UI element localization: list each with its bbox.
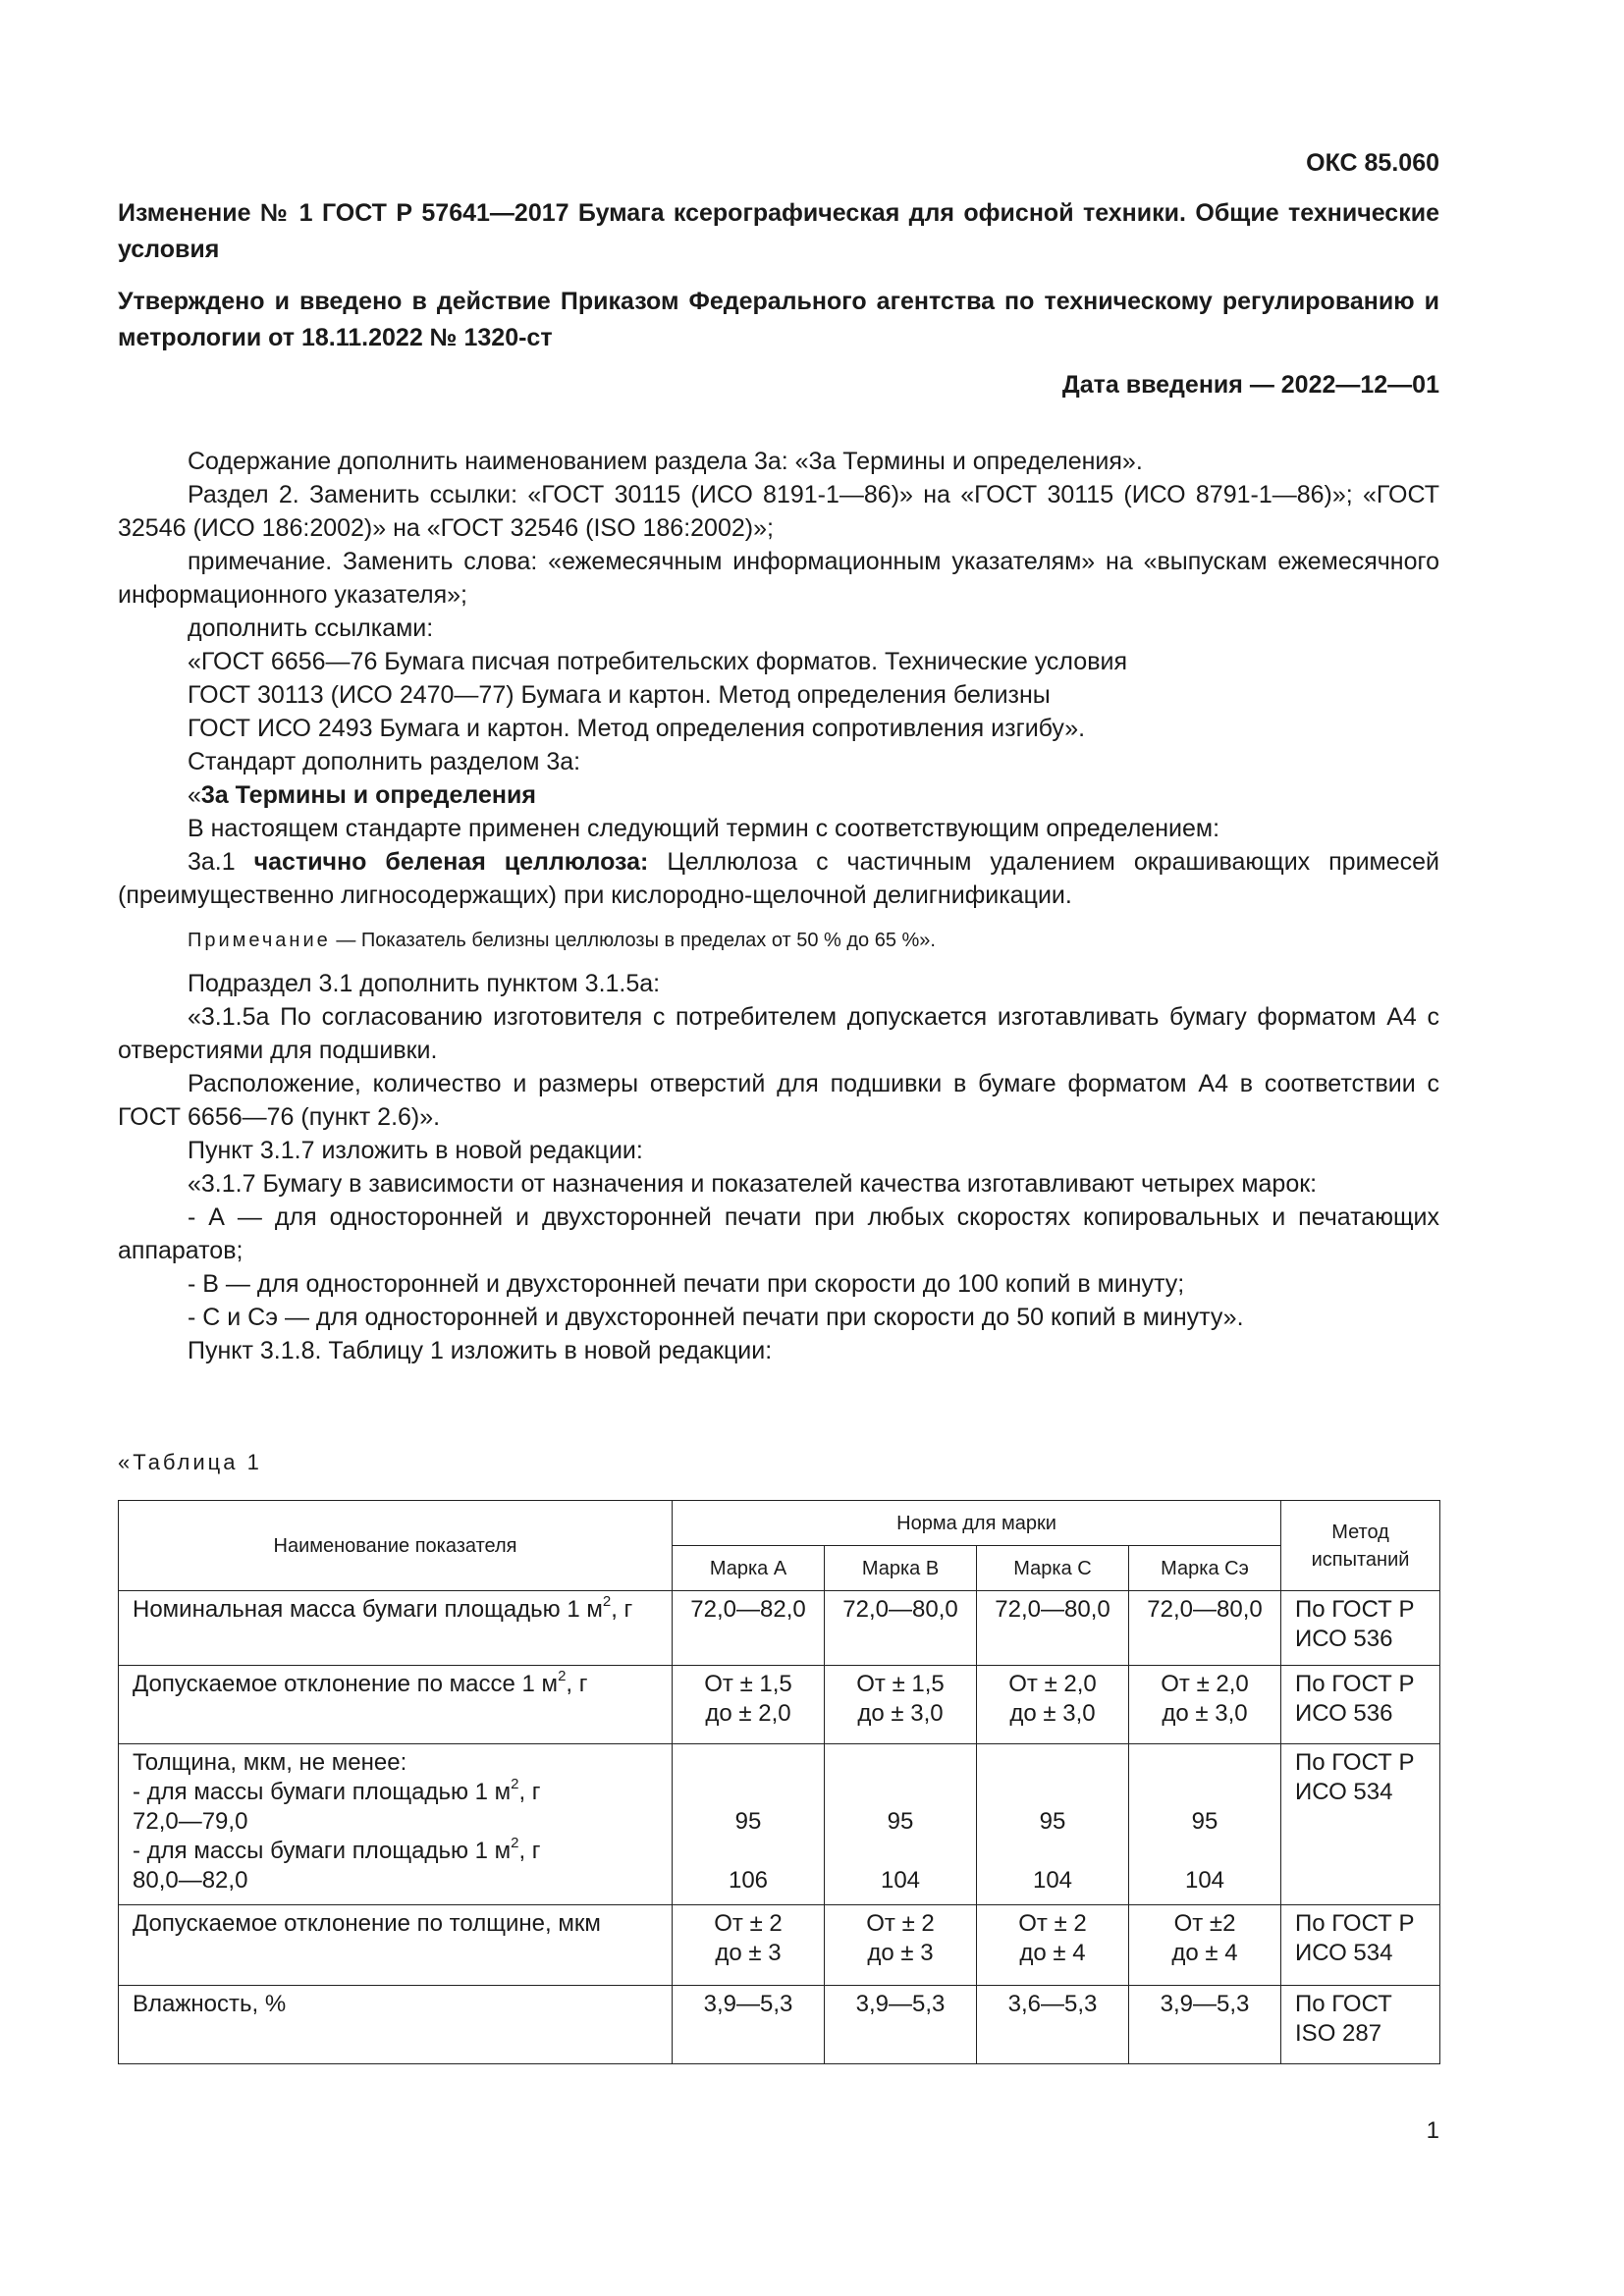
table-cell: 72,0—82,0 [673,1591,825,1666]
table-row [119,1905,1440,1986]
document-title: Изменение № 1 ГОСТ Р 57641—2017 Бумага ксерографическая для офисной техники. Общие технические условия [118,199,1439,263]
paragraph: Подраздел 3.1 дополнить пунктом 3.1.5а: [188,970,661,997]
paragraph: Раздел 2. Заменить ссылки: «ГОСТ 30115 (ИСО 8191-1—86)» на «ГОСТ 30115 (ИСО 8791-1—86)»; «ГОСТ 32546 (ИСО 186:2002)» на «ГОСТ 32546 (ISO 186:2002)»; [118,481,1439,542]
table-cell: 95 104 [825,1744,977,1905]
method-cell: По ГОСТ Р ИСО 536 [1281,1591,1440,1666]
table-1 [118,1500,1440,2064]
table-row [119,1591,1440,1666]
table-cell: От ± 1,5 до ± 3,0 [825,1666,977,1744]
document-body [118,445,1439,1367]
table-label: «Таблица 1 [118,1450,262,1474]
table-cell: От ± 2 до ± 3 [673,1905,825,1986]
table-cell: От ± 1,5 до ± 2,0 [673,1666,825,1744]
column-header-mark: Марка С [977,1546,1129,1591]
paragraph: В настоящем стандарте применен следующий термин с соответствующим определением: [188,815,1220,842]
table-cell: 95 104 [977,1744,1129,1905]
table-cell: 72,0—80,0 [825,1591,977,1666]
paragraph: Расположение, количество и размеры отверстий для подшивки в бумаге форматом А4 в соответствии с ГОСТ 6656—76 (пункт 2.6)». [118,1070,1439,1131]
table-cell: 95 104 [1129,1744,1281,1905]
table-cell: От ± 2,0 до ± 3,0 [977,1666,1129,1744]
table-cell: От ±2 до ± 4 [1129,1905,1281,1986]
table-cell: 3,6—5,3 [977,1986,1129,2064]
table-row [119,1986,1440,2064]
note: Примечание — Показатель белизны целлюлозы в пределах от 50 % до 65 %». [188,930,936,951]
row-name: Толщина, мкм, не менее: - для массы бумаги площадью 1 $м^2$, г 72,0—79,0 - для массы бумаги площадью 1 $м^2$, г 80,0—82,0 [119,1744,673,1905]
paragraph: Пункт 3.1.8. Таблицу 1 изложить в новой редакции: [188,1337,773,1364]
row-name: Допускаемое отклонение по массе 1 $м^2$, г [119,1666,673,1744]
column-header-mark: Марка А [673,1546,825,1591]
effective-date: Дата введения — 2022—12—01 [1061,371,1439,399]
method-cell: По ГОСТ ISO 287 [1281,1986,1440,2064]
method-cell: По ГОСТ Р ИСО 536 [1281,1666,1440,1744]
column-header-method: Метод испытаний [1281,1501,1440,1591]
method-cell: По ГОСТ Р ИСО 534 [1281,1744,1440,1905]
paragraph: Пункт 3.1.7 изложить в новой редакции: [188,1137,643,1164]
approval-statement: Утверждено и введено в действие Приказом Федерального агентства по техническому регулированию и метрологии от 18.11.2022 № 1320-ст [118,288,1439,351]
table-cell: 3,9—5,3 [673,1986,825,2064]
paragraph: примечание. Заменить слова: «ежемесячным информационным указателям» на «выпускам ежемесячного информационного указателя»; [118,548,1439,609]
paragraph: ГОСТ 30113 (ИСО 2470—77) Бумага и картон. Метод определения белизны [188,681,1051,709]
row-name: Допускаемое отклонение по толщине, мкм [119,1905,673,1986]
table-row [119,1666,1440,1744]
page-number: 1 [1426,2117,1439,2144]
table-cell: От ± 2,0 до ± 3,0 [1129,1666,1281,1744]
table-cell: 72,0—80,0 [977,1591,1129,1666]
column-header-mark: Марка В [825,1546,977,1591]
row-name: Влажность, % [119,1986,673,2064]
paragraph: Стандарт дополнить разделом 3а: [188,748,581,775]
list-item: - А — для односторонней и двухсторонней печати при любых скоростях копировальных и печатающих аппаратов; [118,1203,1439,1264]
list-item: - В — для односторонней и двухсторонней печати при скорости до 100 копий в минуту; [188,1270,1185,1298]
table-cell: 3,9—5,3 [825,1986,977,2064]
section-heading: «3а Термины и определения [188,781,536,809]
paragraph: дополнить ссылками: [188,614,434,642]
column-header-mark: Марка Сэ [1129,1546,1281,1591]
paragraph: «3.1.5а По согласованию изготовителя с потребителем допускается изготавливать бумагу форматом А4 с отверстиями для подшивки. [118,1003,1439,1064]
column-header-norm: Норма для марки [673,1501,1281,1546]
note-label: Примечание [188,930,331,951]
row-name: Номинальная масса бумаги площадью 1 $м^2$, г [119,1591,673,1666]
table-header-row [119,1501,1440,1546]
method-cell: По ГОСТ Р ИСО 534 [1281,1905,1440,1986]
paragraph: «ГОСТ 6656—76 Бумага писчая потребительских форматов. Технические условия [188,648,1127,675]
paragraph: Содержание дополнить наименованием раздела 3а: «3а Термины и определения». [188,448,1143,475]
column-header-name: Наименование показателя [119,1501,673,1591]
list-item: - С и Сэ — для односторонней и двухсторонней печати при скорости до 50 копий в минуту». [188,1304,1244,1331]
paragraph: «3.1.7 Бумагу в зависимости от назначения и показателей качества изготавливают четырех марок: [188,1170,1318,1198]
table-cell: 3,9—5,3 [1129,1986,1281,2064]
table-cell: 95 106 [673,1744,825,1905]
table-row [119,1744,1440,1905]
paragraph: ГОСТ ИСО 2493 Бумага и картон. Метод определения сопротивления изгибу». [188,715,1086,742]
term: частично беленая целлюлоза: [253,848,649,876]
table-cell: От ± 2 до ± 4 [977,1905,1129,1986]
oks-code: ОКС 85.060 [1306,149,1439,177]
table-cell: 72,0—80,0 [1129,1591,1281,1666]
term-definition: 3а.1 частично беленая целлюлоза: Целлюлоза с частичным удалением окрашивающих примесей (преимущественно лигносодержащих) при кислородно-щелочной делигнификации. [118,848,1440,909]
table-cell: От ± 2 до ± 3 [825,1905,977,1986]
